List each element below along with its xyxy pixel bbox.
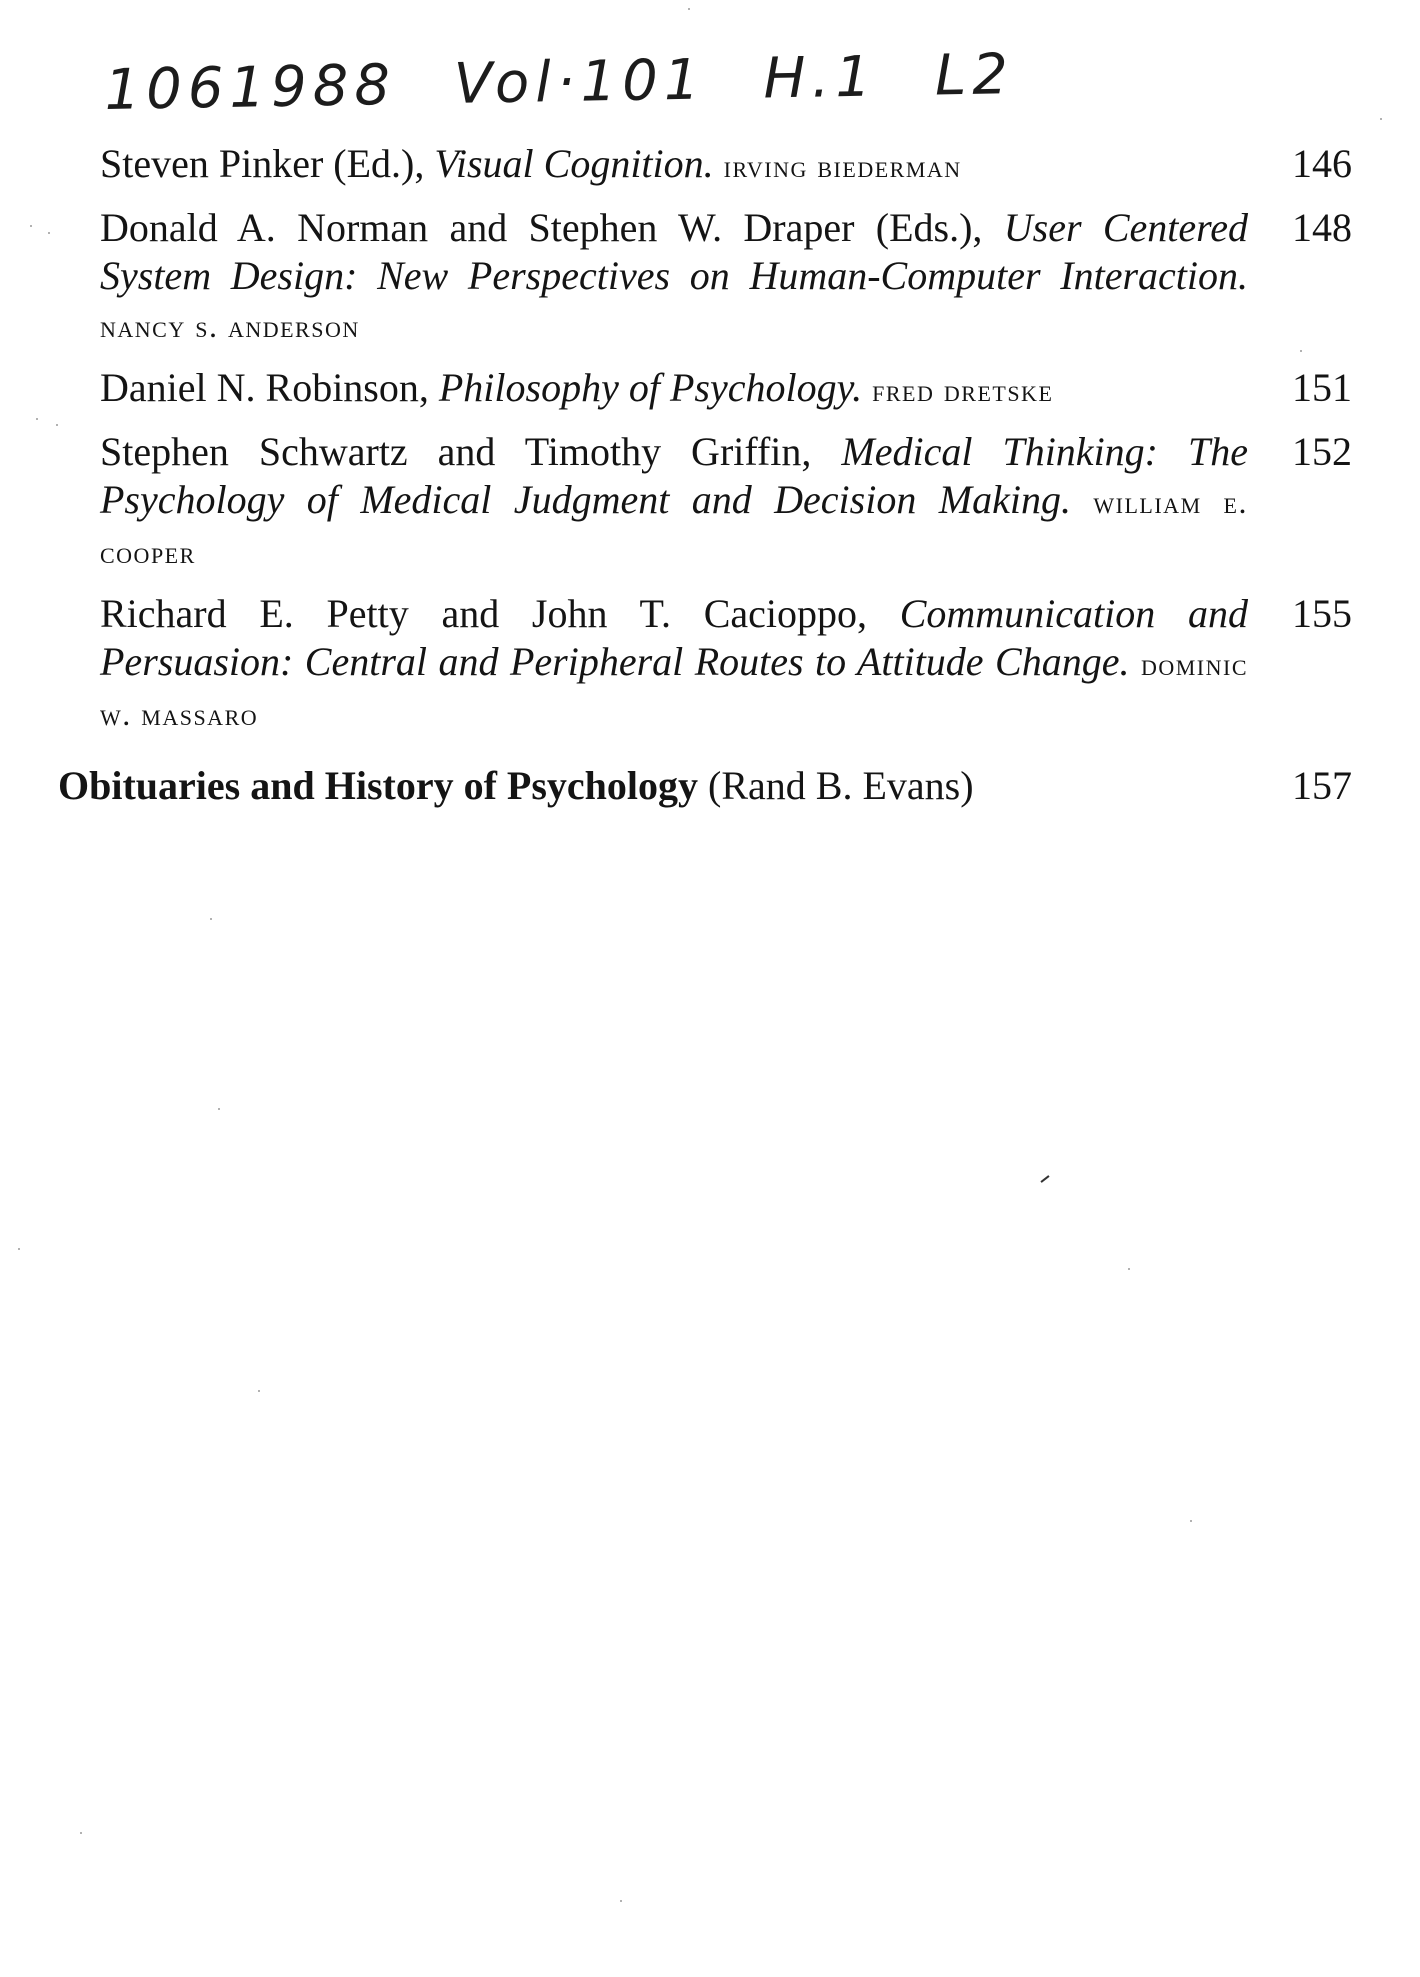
review-page-number: 152 bbox=[1292, 429, 1352, 474]
review-reviewer: nancy s. anderson bbox=[100, 308, 360, 344]
handwritten-code: L2 bbox=[934, 42, 1015, 109]
review-entry-text bbox=[100, 590, 1248, 738]
review-entry-text bbox=[100, 140, 1248, 190]
review-entries-list bbox=[100, 140, 1352, 752]
review-entry-text bbox=[100, 204, 1248, 350]
review-entry bbox=[100, 204, 1352, 350]
review-reviewer: william e. cooper bbox=[100, 484, 1248, 570]
scan-speck bbox=[56, 424, 58, 426]
scan-speck bbox=[36, 418, 38, 420]
review-author: Donald A. Norman and Stephen W. Draper (Eds.), bbox=[100, 205, 1004, 250]
scan-speck bbox=[688, 8, 690, 10]
scan-mark bbox=[1040, 1175, 1049, 1183]
review-book-title: Medical Thinking: The Psychology of Medical Judgment and Decision Making. bbox=[100, 429, 1248, 522]
scan-speck bbox=[30, 225, 32, 227]
review-page-number: 148 bbox=[1292, 205, 1352, 250]
section-title: Obituaries and History of Psychology bbox=[58, 763, 699, 808]
review-author: Richard E. Petty and John T. Cacioppo, bbox=[100, 591, 900, 636]
review-entry bbox=[100, 428, 1352, 576]
review-book-title: Philosophy of Psychology. bbox=[438, 365, 863, 410]
review-entry-text bbox=[100, 364, 1248, 414]
review-book-title: Communication and Persuasion: Central and Peripheral Routes to Attitude Change. bbox=[100, 591, 1248, 684]
scan-speck bbox=[80, 1832, 82, 1834]
scan-speck bbox=[1300, 350, 1302, 352]
scan-speck bbox=[1380, 118, 1382, 120]
review-entry bbox=[100, 364, 1352, 414]
review-entry bbox=[100, 590, 1352, 738]
section-heading-obituaries bbox=[58, 762, 1352, 810]
scan-speck bbox=[18, 1248, 20, 1250]
handwritten-call-number: 1061988 bbox=[104, 52, 397, 123]
scan-speck bbox=[1190, 1520, 1192, 1522]
review-page-number: 151 bbox=[1292, 365, 1352, 410]
handwritten-issue: H.1 bbox=[762, 44, 878, 112]
scan-speck bbox=[210, 918, 212, 920]
review-author: Steven Pinker (Ed.), bbox=[100, 141, 435, 186]
handwritten-note bbox=[104, 41, 1072, 123]
section-editor: (Rand B. Evans) bbox=[708, 763, 974, 808]
review-reviewer: fred dretske bbox=[872, 372, 1054, 408]
review-book-title: User Centered System Design: New Perspectives on Human-Computer Interaction. bbox=[100, 205, 1248, 298]
handwritten-volume: Vol·101 bbox=[453, 47, 706, 117]
review-entry bbox=[100, 140, 1352, 190]
review-reviewer: irving biederman bbox=[723, 148, 962, 184]
scan-speck bbox=[258, 1390, 260, 1392]
review-author: Daniel N. Robinson, bbox=[100, 365, 439, 410]
review-page-number: 155 bbox=[1292, 591, 1352, 636]
section-page-number: 157 bbox=[1292, 763, 1352, 808]
scan-speck bbox=[218, 1108, 220, 1110]
review-entry-text bbox=[100, 428, 1248, 576]
review-page-number: 146 bbox=[1292, 141, 1352, 186]
review-reviewer: dominic w. massaro bbox=[100, 646, 1248, 732]
scan-speck bbox=[1128, 1268, 1130, 1270]
scan-speck bbox=[48, 232, 50, 234]
review-author: Stephen Schwartz and Timothy Griffin, bbox=[100, 429, 842, 474]
scan-speck bbox=[620, 1900, 622, 1902]
review-book-title: Visual Cognition. bbox=[434, 141, 714, 186]
